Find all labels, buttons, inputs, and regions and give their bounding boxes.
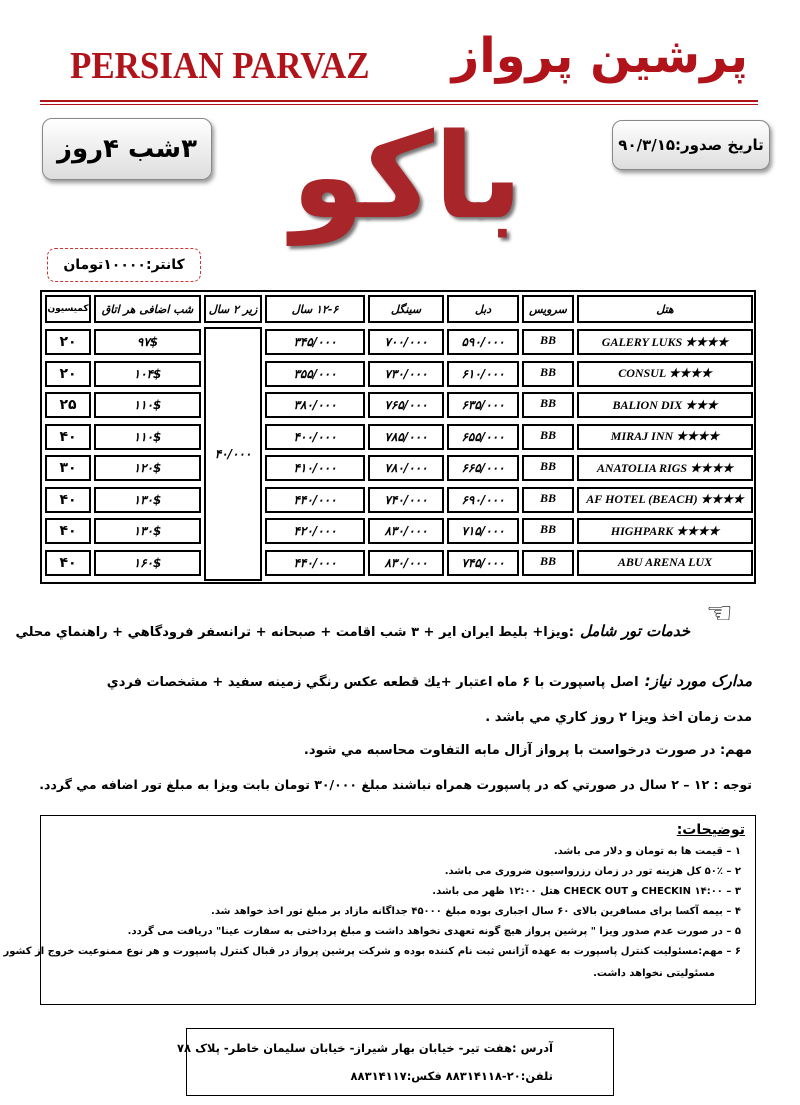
commission-value: ۴۰ <box>45 487 91 513</box>
child-price: ۴۱۰/۰۰۰ <box>265 455 365 481</box>
note-item: ۴ – بیمه آکسا برای مسافرین بالای ۶۰ سال اجباری بوده مبلغ ۴۵۰۰۰ جداگانه مازاد بر مبلغ تور اخذ خواهد شد. <box>211 906 741 917</box>
hotel-name: HIGHPARK ★★★★ <box>577 518 753 544</box>
brand-name-english: PERSIAN PARVAZ <box>70 45 370 87</box>
header-child: ۱۲-۶ سال <box>265 295 365 323</box>
documents-label: مدارک مورد نیاز: <box>644 672 752 690</box>
destination-title: باکو <box>291 107 523 245</box>
visa-time-text: مدت زمان اخذ ويزا ۲ روز كاري مي باشد . <box>485 710 752 725</box>
service-type: BB <box>522 424 574 450</box>
header-service: سرویس <box>522 295 574 323</box>
tour-duration-badge: ۳شب ۴روز <box>42 118 212 180</box>
double-price: ۵۹۰/۰۰۰ <box>447 329 519 355</box>
child-price: ۳۴۵/۰۰۰ <box>265 329 365 355</box>
note-item: ۵ – در صورت عدم صدور ویزا " پرشین پرواز هیچ گونه تعهدی نخواهد داشت و مبلغ پرداختی به سفارت عینا" دریافت می گردد. <box>127 926 741 937</box>
note-item: مسئولیتی نخواهد داشت. <box>593 968 715 979</box>
price-table <box>40 290 756 584</box>
double-price: ۶۳۵/۰۰۰ <box>447 392 519 418</box>
extra-night-price: ۱۳۰$ <box>94 487 201 513</box>
child-price: ۴۴۰/۰۰۰ <box>265 550 365 576</box>
important-text: مهم: در صورت درخواست با پرواز آزال مابه التفاوت محاسبه مي شود. <box>303 743 752 758</box>
extra-night-price: ۱۱۰$ <box>94 392 201 418</box>
commission-value: ۴۰ <box>45 424 91 450</box>
child-price: ۴۰۰/۰۰۰ <box>265 424 365 450</box>
brand-name-persian: پرشین پرواز <box>451 28 748 84</box>
pointing-hand-icon: ☜ <box>706 596 733 631</box>
extra-night-price: ۱۳۰$ <box>94 518 201 544</box>
single-price: ۷۴۰/۰۰۰ <box>368 487 444 513</box>
hotel-name: BALION DIX ★★★ <box>577 392 753 418</box>
double-price: ۷۴۵/۰۰۰ <box>447 550 519 576</box>
service-type: BB <box>522 361 574 387</box>
child-price: ۳۸۰/۰۰۰ <box>265 392 365 418</box>
documents-line <box>107 672 752 690</box>
services-label: خدمات تور شامل <box>579 622 690 640</box>
hotel-name: MIRAJ INN ★★★★ <box>577 424 753 450</box>
double-price: ۷۱۵/۰۰۰ <box>447 518 519 544</box>
address-line: آدرس :هفت تیر- خیابان بهار شیراز- خیابان سلیمان خاطر- پلاک ۷۸ <box>177 1041 553 1055</box>
double-price: ۶۹۰/۰۰۰ <box>447 487 519 513</box>
commission-value: ۲۰ <box>45 361 91 387</box>
commission-value: ۲۵ <box>45 392 91 418</box>
double-price: ۶۱۰/۰۰۰ <box>447 361 519 387</box>
extra-night-price: ۱۶۰$ <box>94 550 201 576</box>
note-item: ۲ – ۵۰٪ کل هزینه تور در زمان رزرواسیون ضروری می باشد. <box>444 866 741 877</box>
infant-price-cell: ۴۰/۰۰۰ <box>204 327 262 581</box>
child-price: ۴۴۰/۰۰۰ <box>265 487 365 513</box>
single-price: ۷۸۵/۰۰۰ <box>368 424 444 450</box>
hotel-name: GALERY LUKS ★★★★ <box>577 329 753 355</box>
service-type: BB <box>522 550 574 576</box>
single-price: ۸۳۰/۰۰۰ <box>368 518 444 544</box>
hotel-name: AF HOTEL (BEACH) ★★★★ <box>577 487 753 513</box>
notes-title: توضیحات: <box>676 822 745 838</box>
single-price: ۸۳۰/۰۰۰ <box>368 550 444 576</box>
single-price: ۷۰۰/۰۰۰ <box>368 329 444 355</box>
hotel-name: ANATOLIA RIGS ★★★★ <box>577 455 753 481</box>
extra-night-price: ۹۷$ <box>94 329 201 355</box>
header-single: سینگل <box>368 295 444 323</box>
double-price: ۶۵۵/۰۰۰ <box>447 424 519 450</box>
extra-night-price: ۱۱۰$ <box>94 424 201 450</box>
header-commission: کمیسیون <box>45 295 91 323</box>
single-price: ۷۳۰/۰۰۰ <box>368 361 444 387</box>
header-double: دبل <box>447 295 519 323</box>
service-type: BB <box>522 518 574 544</box>
extra-night-price: ۱۰۴$ <box>94 361 201 387</box>
commission-value: ۲۰ <box>45 329 91 355</box>
child-price: ۳۵۵/۰۰۰ <box>265 361 365 387</box>
services-text: :ويزا+ بليط ايران اير + ۳ شب اقامت + صبحانه + ترانسفر فرودگاهي + راهنماي محلي <box>15 625 574 640</box>
service-type: BB <box>522 487 574 513</box>
service-type: BB <box>522 392 574 418</box>
counter-fee: کانتر:۱۰۰۰۰تومان <box>47 248 201 282</box>
single-price: ۷۸۰/۰۰۰ <box>368 455 444 481</box>
double-price: ۶۶۵/۰۰۰ <box>447 455 519 481</box>
header-hotel: هتل <box>577 295 753 323</box>
extra-night-price: ۱۲۰$ <box>94 455 201 481</box>
header-extra-night: شب اضافی هر اتاق <box>94 295 201 323</box>
notes-box <box>3 815 756 1005</box>
service-type: BB <box>522 329 574 355</box>
child-note-text: توجه : ۱۲ – ۲ سال در صورتي كه در پاسپورت همراه نباشند مبلغ ۳۰/۰۰۰ تومان بابت ويزا به مبلغ تور اضافه مي گردد. <box>39 777 752 792</box>
single-price: ۷۶۵/۰۰۰ <box>368 392 444 418</box>
services-line <box>15 622 690 640</box>
documents-text: اصل پاسپورت با ۶ ماه اعتبار +يك قطعه عكس رنگي زمينه سفيد + مشخصات فردي <box>106 675 639 690</box>
issue-date-badge: تاریخ صدور:۹۰/۳/۱۵ <box>612 120 770 170</box>
phone-fax-line: تلفن:۲۰-۸۸۳۱۴۱۱۸ فکس:۸۸۳۱۴۱۱۷ <box>350 1069 553 1083</box>
commission-value: ۳۰ <box>45 455 91 481</box>
commission-value: ۴۰ <box>45 518 91 544</box>
note-item: ۳ – CHECKIN ۱۴:۰۰ و CHECK OUT هتل ۱۲:۰۰ ظهر می باشد. <box>432 886 741 897</box>
note-item: ۱ – قیمت ها به تومان و دلار می باشد. <box>553 846 741 857</box>
address-box <box>177 1028 614 1096</box>
header-infant: زیر ۲ سال <box>204 295 262 323</box>
note-item: ۶ – مهم:مسئولیت کنترل پاسپورت به عهده آژانس ثبت نام کننده بوده و شرکت پرشین پرواز در قبال کنترل پاسپورت و هر نوع ممنوعیت خروج از کشور <box>3 946 741 957</box>
commission-value: ۴۰ <box>45 550 91 576</box>
child-price: ۴۲۰/۰۰۰ <box>265 518 365 544</box>
service-type: BB <box>522 455 574 481</box>
hotel-name: ABU ARENA LUX <box>577 550 753 576</box>
hotel-name: CONSUL ★★★★ <box>577 361 753 387</box>
